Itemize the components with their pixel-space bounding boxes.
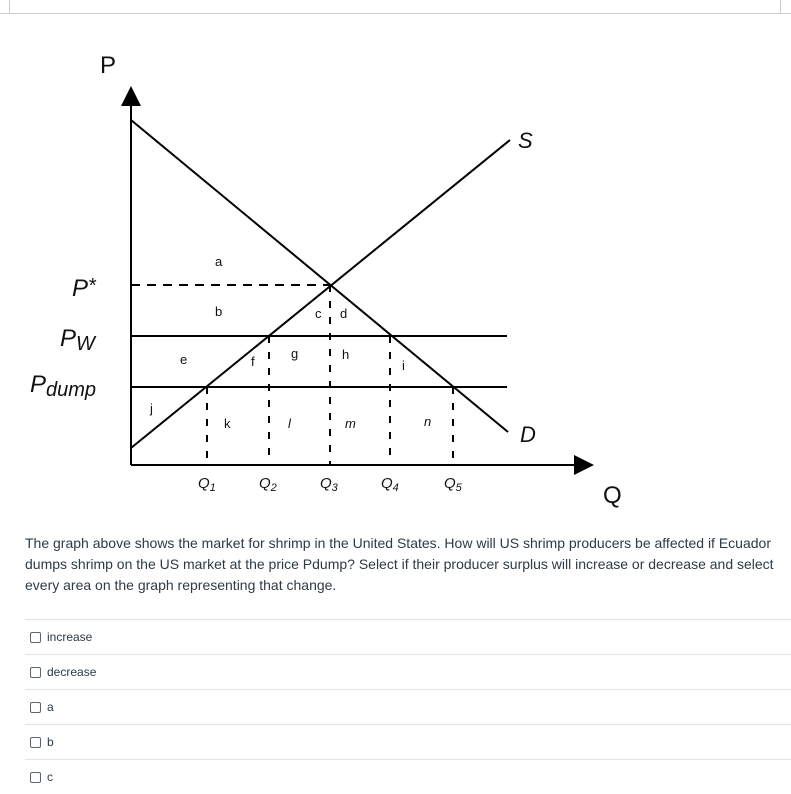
q1-label: $Q_1$	[198, 475, 216, 494]
area-label-g: g	[291, 346, 299, 361]
answer-label: increase	[47, 630, 93, 644]
answer-label: decrease	[47, 665, 97, 679]
demand-curve-label: D	[520, 422, 536, 447]
supply-curve-label: S	[518, 128, 533, 153]
area-label-h: h	[342, 347, 350, 362]
area-label-d: d	[340, 306, 348, 321]
area-label-f: f	[251, 354, 255, 369]
supply-curve	[131, 140, 510, 448]
question-text: The graph above shows the market for shrimp in the United States. How will US shrimp producers be affected if Ecuador dumps shrimp on the US market at the price Pdump? Select if their producer surplus will increase or decrease and select every area on the graph representing that change.	[25, 535, 774, 593]
pdump-label: Pdump	[30, 371, 97, 401]
supply-demand-graph	[0, 14, 791, 520]
quantity-tick-labels	[198, 475, 463, 494]
area-label-j: j	[150, 401, 153, 416]
area-label-c: c	[315, 306, 322, 321]
answer-option-increase[interactable]	[25, 619, 791, 654]
checkbox[interactable]	[30, 667, 41, 678]
checkbox[interactable]	[30, 772, 41, 783]
p-star-label: P*	[72, 275, 96, 302]
frame-left-border	[9, 0, 10, 13]
answer-label: c	[47, 770, 53, 784]
demand-curve	[131, 120, 508, 432]
answer-option-b[interactable]	[25, 724, 791, 759]
answer-list	[25, 619, 791, 794]
area-label-e: e	[180, 352, 188, 367]
area-label-i: i	[402, 358, 405, 373]
area-label-l: l	[288, 416, 291, 431]
q2-label: $Q_2$	[259, 475, 277, 494]
answer-label: a	[47, 700, 54, 714]
answer-option-c[interactable]	[25, 759, 791, 794]
q5-label: $Q_5$	[444, 475, 462, 494]
answer-option-decrease[interactable]	[25, 654, 791, 689]
q4-label: $Q_4$	[381, 475, 399, 494]
frame-right-border	[780, 0, 781, 13]
checkbox[interactable]	[30, 737, 41, 748]
area-label-a: a	[215, 254, 223, 269]
price-axis-label: P	[100, 52, 117, 79]
area-label-b: b	[215, 304, 223, 319]
checkbox[interactable]	[30, 702, 41, 713]
area-labels	[149, 254, 431, 431]
answer-option-a[interactable]	[25, 689, 791, 724]
checkbox[interactable]	[30, 632, 41, 643]
q3-label: $Q_3$	[320, 475, 338, 494]
quantity-axis-label: Q	[603, 482, 622, 509]
area-label-n: n	[424, 414, 432, 429]
pw-label: PW	[60, 325, 95, 355]
area-label-m: m	[345, 416, 356, 431]
area-label-k: k	[224, 416, 231, 431]
answer-label: b	[47, 735, 54, 749]
